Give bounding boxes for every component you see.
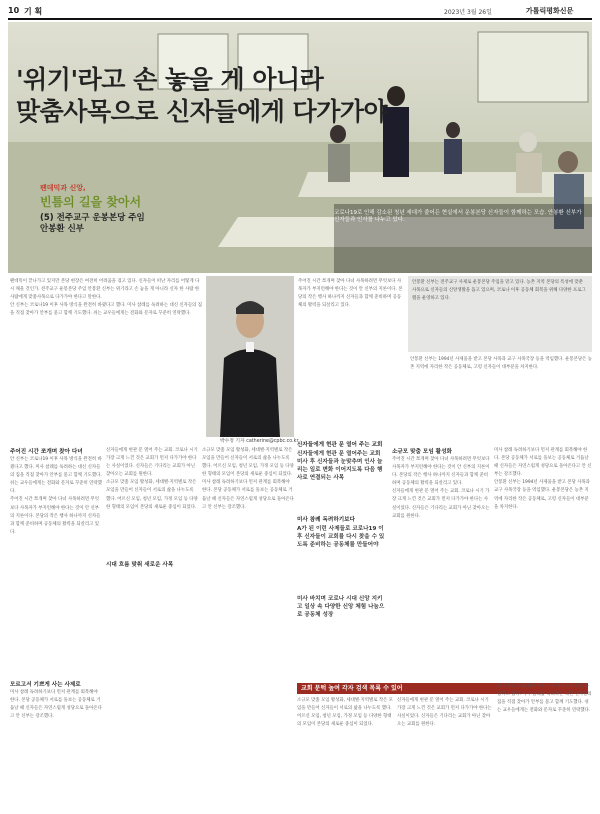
boxed-article-col-3: 안 신부는 코로나19 이후 사목 방식을 완전히 바꿨다고 했다. 미사 참례를 독려하는 대신 신자들의 집을 직접 찾아가 안부를 묻고 함께 기도했다. 쉬는 교우들에게는 전화와 문자로 꾸준히 연락했다. bbox=[497, 684, 592, 714]
series-label: 팬데믹과 신앙, bbox=[40, 184, 86, 192]
section-head-4: 소규모 맞춤 모임 활성화 bbox=[392, 449, 452, 455]
section-head-5: 미사 참례 독려하기보다 bbox=[297, 517, 355, 523]
section-head-6: 시대 흐름 맞춰 새로운 사목 bbox=[106, 562, 174, 568]
column-1-text-2: 주어진 시간 쪼개며 찾아 다녀 사목하려면 무엇보다 사목자가 부지런해야 한다는 것이 안 신부의 지론이다. 본당의 작은 행사 하나까지 신자들과 함께 준비하며 공동체의 활력을 되살리고 있다. bbox=[10, 497, 101, 535]
series-part: (5) 전주교구 운봉본당 주임 bbox=[40, 213, 145, 223]
intro-middle-text: 주어진 시간 쪼개며 찾아 다녀 사목하려면 무엇보다 사목자가 부지런해야 한다는 것이 안 신부의 지론이다. 본당의 작은 행사 하나까지 신자들과 함께 준비하며 공동체의 활력을 되살리고 있다. bbox=[298, 279, 403, 309]
column-4-text-2: 신자들에게 현관 문 열어 주는 교회. 코로나 시기 가장 크게 느낀 것은 교회가 먼저 다가가야 한다는 사실이었다. 신자들은 기다리는 교회가 아닌 찾아오는 교회를 원한다. bbox=[392, 489, 490, 519]
column-3-text-2: 미사 참례 독려하기보다 먼저 관계를 회복해야 한다. 본당 공동체가 서로를 돌보는 공동체로 거듭날 때 신자들은 자연스럽게 성당으로 돌아온다고 안 신부는 강조했다. bbox=[202, 480, 294, 510]
section-head-1: 주어진 시간 쪼개며 찾아 다녀 bbox=[10, 449, 83, 455]
boxed-article-col-1: 소규모 맞춤 모임 활성화, 세대별·지역별로 작은 모임을 만들어 신자들이 서로의 삶을 나누도록 했다. 어르신 모임, 청년 모임, 가정 모임 등 다양한 형태의 모임이 본당의 새로운 중심이 되었다. bbox=[297, 698, 393, 728]
column-3 bbox=[202, 447, 294, 807]
column-2-text: 신자들에게 현관 문 열어 주는 교회. 코로나 시기 가장 크게 느낀 것은 교회가 먼저 다가가야 한다는 사실이었다. 신자들은 기다리는 교회가 아닌 찾아오는 교회를 원한다. bbox=[106, 448, 198, 478]
series-person: 안봉환 신부 bbox=[40, 224, 85, 234]
column-2 bbox=[106, 447, 198, 807]
column-5-text: 미사 참례 독려하기보다 먼저 관계를 회복해야 한다. 본당 공동체가 서로를 돌보는 공동체로 거듭날 때 신자들은 자연스럽게 성당으로 돌아온다고 안 신부는 강조했다. bbox=[494, 448, 592, 478]
column-1 bbox=[10, 456, 102, 678]
paper-name: 가톨릭평화신문 bbox=[526, 7, 574, 15]
photo-caption: 코로나19로 인해 감소된 청년 세대가 줄어든 현실에서 운봉본당 신자들이 함께하는 모습. 안봉환 신부가 신자들과 인사를 나누고 있다. bbox=[334, 210, 582, 223]
header-rule bbox=[8, 18, 592, 20]
section-label: 기 획 bbox=[24, 7, 43, 16]
section-head-3: 신자들에게 현관 문 열어 주는 교회 bbox=[297, 442, 383, 448]
portrait-figure bbox=[206, 276, 294, 437]
column-1b: 미사 참례 독려하기보다 먼저 관계를 회복해야 한다. 본당 공동체가 서로를 돌보는 공동체로 거듭날 때 신자들은 자연스럽게 성당으로 돌아온다고 안 신부는 강조했다. bbox=[10, 690, 102, 720]
pull-quote-2: A가 된 이런 사제들로 코로나19 이후 신자들이 교회를 다시 찾을 수 있도록 준비하는 공동체를 만들어야 bbox=[297, 526, 385, 548]
intro-left-text-2: 안 신부는 코로나19 이후 사목 방식을 완전히 바꿨다고 했다. 미사 참례를 독려하는 대신 신자들의 집을 직접 찾아가 안부를 묻고 함께 기도했다. 쉬는 교우들에게는 전화와 문자로 꾸준히 연락했다. bbox=[10, 303, 202, 317]
column-5-text-2: 안봉환 신부는 1994년 사제품을 받고 본당 사목과 교구 사목국장 등을 역임했다. 운봉본당은 농촌 지역에 자리한 작은 공동체로, 고령 신자들이 대부분을 차지한다. bbox=[494, 480, 590, 510]
intro-left-text: 팬데믹이 끝나가고 있지만 본당 현장은 여전히 어려움을 겪고 있다. 신자들이 떠난 자리를 어떻게 다시 채울 것인가. 전주교구 운봉본당 주임 안봉환 신부는 위기라고 손 놓을 게 아니라 신자 한 사람 한 사람에게 맞춤사목으로 다가가야 한다고 말한다. bbox=[10, 279, 200, 301]
column-4 bbox=[392, 456, 490, 681]
portrait-photo bbox=[206, 276, 294, 437]
byline: 박수정 기자 catherine@cpbc.co.kr bbox=[220, 439, 299, 444]
page-number: 10 bbox=[8, 6, 20, 15]
headline-line-2: 맞춤사목으로 신자들에게 다가가야 bbox=[16, 97, 388, 126]
pull-quote-3: 미사 바치며 코로나 시대 신앙 지키고 일상 속 다양한 신앙 체험 나눔으로 공동체 성장 bbox=[297, 596, 385, 618]
intro-left bbox=[10, 278, 202, 383]
intro-right-text: 안봉환 신부는 1994년 사제품을 받고 본당 사목과 교구 사목국장 등을 역임했다. 운봉본당은 농촌 지역에 자리한 작은 공동체로, 고령 신자들이 대부분을 차지한다. bbox=[410, 357, 592, 371]
issue-date: 2023년 3월 26일 bbox=[444, 9, 492, 16]
boxed-article-col-2: 신자들에게 현관 문 열어 주는 교회. 코로나 시기 가장 크게 느낀 것은 교회가 먼저 다가가야 한다는 사실이었다. 신자들은 기다리는 교회가 아닌 찾아오는 교회를 원한다. bbox=[397, 698, 492, 728]
intro-middle bbox=[298, 278, 403, 428]
section-head-2: 모르고서 기쁘게 사는 사제로 bbox=[10, 682, 81, 688]
boxed-article-title: 교회 문턱 높여 각자 검색 목록 수 있어 bbox=[297, 683, 588, 694]
page-header bbox=[8, 6, 592, 18]
column-5 bbox=[494, 447, 592, 681]
column-4-text: 주어진 시간 쪼개며 찾아 다녀 사목하려면 무엇보다 사목자가 부지런해야 한다는 것이 안 신부의 지론이다. 본당의 작은 행사 하나까지 신자들과 함께 준비하며 공동체의 활력을 되살리고 있다. bbox=[392, 457, 490, 487]
headline-line-1: '위기'라고 손 놓을 게 아니라 bbox=[16, 65, 324, 94]
column-1-text: 안 신부는 코로나19 이후 사목 방식을 완전히 바꿨다고 했다. 미사 참례를 독려하는 대신 신자들의 집을 직접 찾아가 안부를 묻고 함께 기도했다. 쉬는 교우들에게는 전화와 문자로 꾸준히 연락했다. bbox=[10, 457, 102, 495]
pull-quote-1: 신자들에게 현관 문 열어주는 교회 미사 후 신자들과 눈맞추며 인사 늘리는 일로 변화 이어지도록 다음 행사로 연결되는 사목 bbox=[297, 451, 383, 481]
column-3-text: 소규모 맞춤 모임 활성화, 세대별·지역별로 작은 모임을 만들어 신자들이 서로의 삶을 나누도록 했다. 어르신 모임, 청년 모임, 가정 모임 등 다양한 형태의 모임이 본당의 새로운 중심이 되었다. bbox=[202, 448, 294, 478]
profile-text: 안봉환 신부는 전주교구 사제로 운봉본당 주임을 맡고 있다. 농촌 지역 본당의 특성에 맞춘 사목으로 신자들의 신앙생활을 돕고 있으며, 코로나 이후 공동체 회복을 위해 다양한 프로그램을 운영하고 있다. bbox=[412, 280, 586, 302]
intro-right bbox=[410, 356, 592, 446]
column-2-text-2: 소규모 맞춤 모임 활성화, 세대별·지역별로 작은 모임을 만들어 신자들이 서로의 삶을 나누도록 했다. 어르신 모임, 청년 모임, 가정 모임 등 다양한 형태의 모임이 본당의 새로운 중심이 되었다. bbox=[106, 480, 198, 510]
series-subtitle: 빈틈의 길을 찾아서 bbox=[40, 195, 142, 209]
